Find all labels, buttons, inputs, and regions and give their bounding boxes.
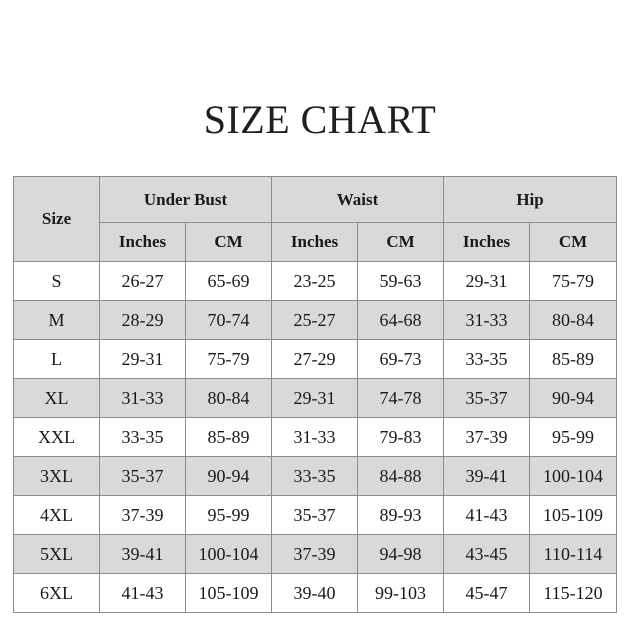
- waist-inches-header: Inches: [272, 223, 358, 262]
- under-bust-cm-cell: 70-74: [186, 301, 272, 340]
- waist-cm-cell: 74-78: [358, 379, 444, 418]
- waist-header: Waist: [272, 177, 444, 223]
- waist-cm-cell: 59-63: [358, 262, 444, 301]
- waist-inches-cell: 27-29: [272, 340, 358, 379]
- under-bust-cm-cell: 85-89: [186, 418, 272, 457]
- waist-inches-cell: 37-39: [272, 535, 358, 574]
- under-bust-inches-cell: 31-33: [100, 379, 186, 418]
- hip-inches-cell: 35-37: [444, 379, 530, 418]
- size-cell: L: [14, 340, 100, 379]
- hip-cm-cell: 110-114: [530, 535, 617, 574]
- waist-cm-cell: 89-93: [358, 496, 444, 535]
- table-row: [14, 535, 617, 574]
- size-cell: 5XL: [14, 535, 100, 574]
- under-bust-inches-header: Inches: [100, 223, 186, 262]
- table-row: [14, 301, 617, 340]
- page-title: SIZE CHART: [203, 97, 437, 142]
- hip-cm-cell: 75-79: [530, 262, 617, 301]
- waist-inches-cell: 29-31: [272, 379, 358, 418]
- waist-inches-cell: 23-25: [272, 262, 358, 301]
- table-row: [14, 457, 617, 496]
- table-row: [14, 340, 617, 379]
- under-bust-cm-cell: 80-84: [186, 379, 272, 418]
- waist-inches-cell: 39-40: [272, 574, 358, 613]
- waist-inches-cell: 31-33: [272, 418, 358, 457]
- waist-cm-cell: 79-83: [358, 418, 444, 457]
- under-bust-header: Under Bust: [100, 177, 272, 223]
- size-cell: XL: [14, 379, 100, 418]
- waist-cm-cell: 99-103: [358, 574, 444, 613]
- under-bust-cm-cell: 95-99: [186, 496, 272, 535]
- hip-cm-cell: 100-104: [530, 457, 617, 496]
- hip-cm-cell: 95-99: [530, 418, 617, 457]
- waist-cm-cell: 64-68: [358, 301, 444, 340]
- group-header-row: [14, 177, 617, 223]
- hip-inches-header: Inches: [444, 223, 530, 262]
- hip-inches-cell: 31-33: [444, 301, 530, 340]
- hip-cm-cell: 90-94: [530, 379, 617, 418]
- under-bust-cm-header: CM: [186, 223, 272, 262]
- under-bust-cm-cell: 75-79: [186, 340, 272, 379]
- hip-cm-cell: 85-89: [530, 340, 617, 379]
- hip-inches-cell: 45-47: [444, 574, 530, 613]
- hip-cm-header: CM: [530, 223, 617, 262]
- size-column-header: Size: [14, 177, 100, 262]
- under-bust-inches-cell: 39-41: [100, 535, 186, 574]
- waist-inches-cell: 33-35: [272, 457, 358, 496]
- under-bust-cm-cell: 105-109: [186, 574, 272, 613]
- size-chart-table: [13, 176, 617, 613]
- hip-inches-cell: 33-35: [444, 340, 530, 379]
- under-bust-inches-cell: 28-29: [100, 301, 186, 340]
- size-cell: XXL: [14, 418, 100, 457]
- under-bust-cm-cell: 65-69: [186, 262, 272, 301]
- size-cell: 3XL: [14, 457, 100, 496]
- table-row: [14, 574, 617, 613]
- under-bust-inches-cell: 26-27: [100, 262, 186, 301]
- waist-inches-cell: 25-27: [272, 301, 358, 340]
- under-bust-inches-cell: 37-39: [100, 496, 186, 535]
- unit-header-row: [14, 223, 617, 262]
- waist-cm-header: CM: [358, 223, 444, 262]
- waist-cm-cell: 69-73: [358, 340, 444, 379]
- hip-cm-cell: 115-120: [530, 574, 617, 613]
- size-cell: 4XL: [14, 496, 100, 535]
- hip-inches-cell: 39-41: [444, 457, 530, 496]
- size-cell: M: [14, 301, 100, 340]
- hip-inches-cell: 41-43: [444, 496, 530, 535]
- waist-cm-cell: 84-88: [358, 457, 444, 496]
- hip-inches-cell: 43-45: [444, 535, 530, 574]
- size-rows: [14, 262, 617, 613]
- under-bust-inches-cell: 35-37: [100, 457, 186, 496]
- under-bust-cm-cell: 100-104: [186, 535, 272, 574]
- table-row: [14, 262, 617, 301]
- hip-inches-cell: 37-39: [444, 418, 530, 457]
- hip-cm-cell: 80-84: [530, 301, 617, 340]
- under-bust-inches-cell: 29-31: [100, 340, 186, 379]
- under-bust-inches-cell: 33-35: [100, 418, 186, 457]
- hip-inches-cell: 29-31: [444, 262, 530, 301]
- table-row: [14, 496, 617, 535]
- waist-cm-cell: 94-98: [358, 535, 444, 574]
- hip-cm-cell: 105-109: [530, 496, 617, 535]
- table-row: [14, 418, 617, 457]
- table-row: [14, 379, 617, 418]
- under-bust-cm-cell: 90-94: [186, 457, 272, 496]
- size-cell: 6XL: [14, 574, 100, 613]
- hip-header: Hip: [444, 177, 617, 223]
- size-cell: S: [14, 262, 100, 301]
- under-bust-inches-cell: 41-43: [100, 574, 186, 613]
- waist-inches-cell: 35-37: [272, 496, 358, 535]
